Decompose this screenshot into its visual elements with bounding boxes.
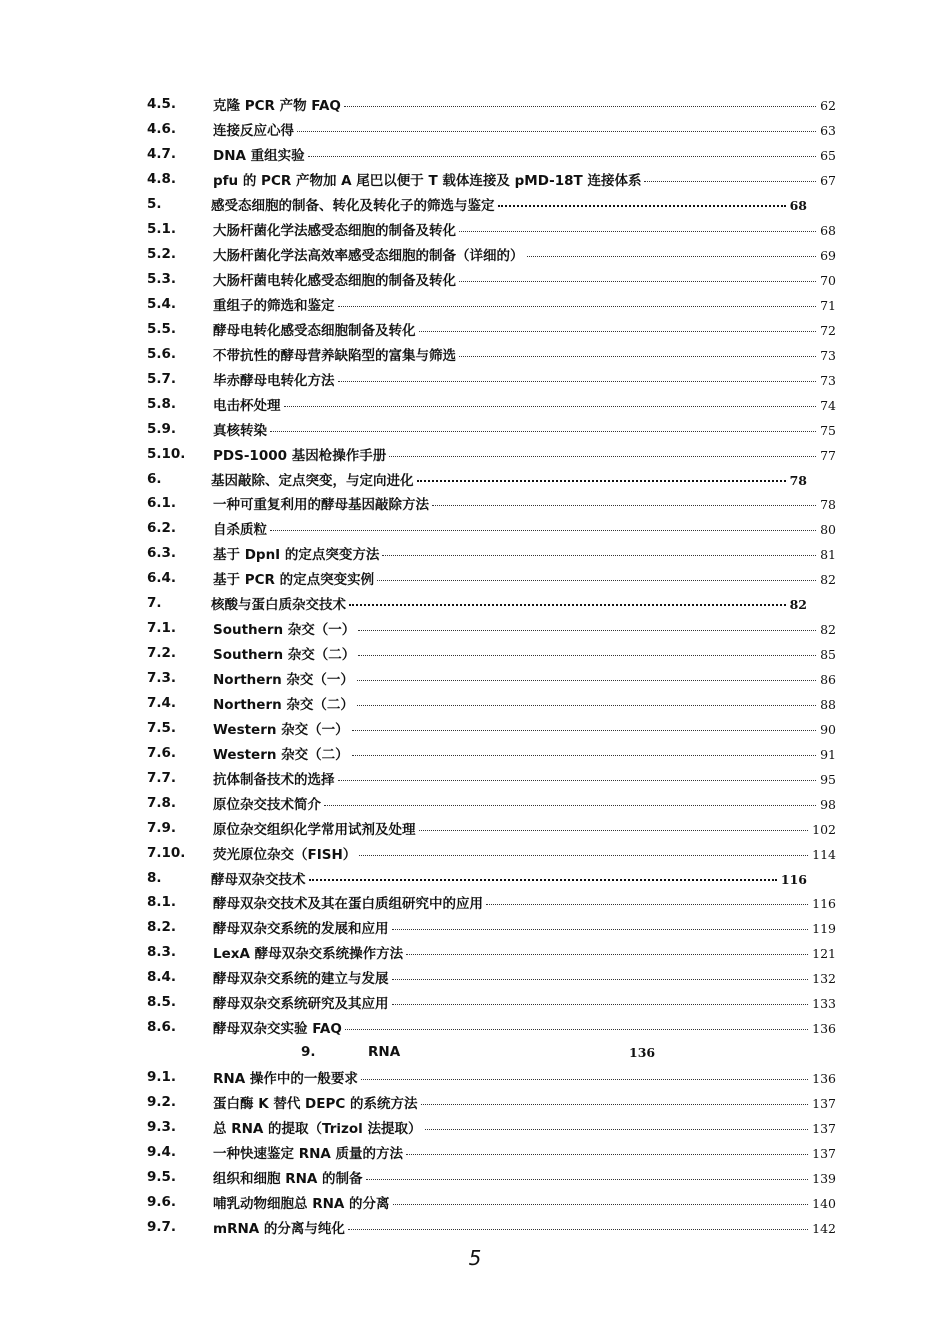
toc-page: 137 [812,1120,836,1136]
toc-title: 毕赤酵母电转化方法 [213,372,335,389]
dot-leader [344,106,816,107]
toc-title: 抗体制备技术的选择 [213,771,335,788]
toc-title: 基于 DpnI 的定点突变方法 [213,547,380,564]
toc-chapter-row[interactable] [0,865,950,890]
toc-title: Northern 杂交（一） [213,672,354,689]
toc-number: 5.2. [147,246,177,263]
toc-page: 95 [820,771,836,787]
toc-number: 8. [147,869,162,886]
toc-page: 88 [820,696,836,712]
toc-entry [213,344,836,364]
dot-leader [419,830,809,831]
toc-title: pfu 的 PCR 产物加 A 尾巴以便于 T 载体连接及 pMD-18T 连接体系 [213,173,642,190]
toc-page: 114 [812,846,836,862]
dot-leader [425,1129,809,1130]
toc-page: 91 [820,746,836,762]
toc-page: 62 [820,98,836,114]
toc-page: 68 [789,198,807,214]
toc-row[interactable] [0,416,950,441]
toc-title: 组织和细胞 RNA 的制备 [213,1170,363,1187]
toc-title: 基于 PCR 的定点突变实例 [213,572,375,589]
toc-number: 9. [301,1044,316,1061]
dot-leader [459,356,816,357]
toc-row[interactable] [0,666,950,691]
toc-entry [213,543,836,563]
toc-row[interactable] [0,965,950,990]
toc-page: 86 [820,672,836,688]
toc-chapter-row[interactable] [0,192,950,217]
toc-entry [213,743,836,763]
toc-row[interactable] [0,566,950,591]
toc-number: 7.9. [147,819,177,836]
toc-entry [213,843,836,863]
toc-page: 77 [820,447,836,463]
toc-page: 98 [820,796,836,812]
toc-entry [213,144,836,164]
dot-leader [308,156,816,157]
toc-number: 6.2. [147,520,177,537]
toc-entry [213,493,836,513]
dot-leader [421,1104,809,1105]
toc-row[interactable] [0,890,950,915]
toc-page: 121 [812,946,836,962]
dot-leader [358,630,816,631]
dot-leader [406,1154,808,1155]
toc-row[interactable] [0,840,950,865]
toc-number: 5.1. [147,221,177,238]
toc-entry [213,169,836,189]
toc-title: 荧光原位杂交（FISH） [213,846,357,863]
toc-entry [213,119,836,139]
toc-page: 74 [820,397,836,413]
toc-title: RNA 操作中的一般要求 [213,1071,358,1088]
dot-leader [352,730,816,731]
toc-title: 酵母双杂交技术 [211,871,306,888]
toc-number: 6. [147,470,162,487]
toc-entry [213,718,836,738]
toc-title: 真核转染 [213,422,267,439]
toc-number: 7.3. [147,670,177,687]
toc-number: 5.6. [147,345,177,362]
toc-number: 5.5. [147,320,177,337]
toc-entry [213,319,836,339]
toc-title: RNA [368,1044,401,1061]
toc-number: 6.1. [147,495,177,512]
toc-number: 8.3. [147,944,177,961]
toc-entry [213,693,836,713]
toc-row[interactable] [0,441,950,466]
toc-row[interactable] [0,1090,950,1115]
dot-leader [498,205,786,207]
toc-entry [213,942,836,962]
toc-page: 80 [820,522,836,538]
toc-entry [213,967,836,987]
toc-row[interactable] [0,1139,950,1164]
toc-page: 81 [820,547,836,563]
toc-number: 7.1. [147,620,177,637]
toc-entry [213,394,836,414]
toc-title: 大肠杆菌化学法感受态细胞的制备及转化 [213,223,456,240]
toc-row[interactable] [0,1114,950,1139]
toc-entry [211,194,807,214]
dot-leader [348,1229,808,1230]
toc-row[interactable] [0,316,950,341]
toc-row[interactable] [0,292,950,317]
dot-leader [459,281,816,282]
dot-leader [486,904,808,905]
toc-row[interactable] [0,541,950,566]
toc-row[interactable] [0,740,950,765]
toc-page: 67 [820,173,836,189]
toc-number: 9.1. [147,1069,177,1086]
toc-entry [213,1117,836,1137]
toc-title: 基因敲除、定点突变，与定向进化 [211,472,414,489]
dot-leader [392,929,809,930]
toc-row[interactable] [0,1164,950,1189]
toc-number: 9.4. [147,1143,177,1160]
toc-entry [213,568,836,588]
toc-title: 原位杂交组织化学常用试剂及处理 [213,821,416,838]
toc-row[interactable] [0,715,950,740]
dot-leader [393,1204,809,1205]
toc-row[interactable] [0,217,950,242]
toc-title: Southern 杂交（一） [213,622,356,639]
toc-page: 78 [820,497,836,513]
toc-row[interactable] [0,142,950,167]
toc-title: Western 杂交（二） [213,746,349,763]
toc-page: 72 [820,322,836,338]
toc-page: 136 [629,1044,656,1060]
toc-number: 9.2. [147,1093,177,1110]
toc-title: Western 杂交（一） [213,721,349,738]
toc-row[interactable] [0,915,950,940]
dot-leader [382,555,816,556]
dot-leader [392,1004,809,1005]
toc-title: 大肠杆菌电转化感受态细胞的制备及转化 [213,273,456,290]
toc-row[interactable] [0,242,950,267]
toc-number: 4.6. [147,121,177,138]
toc-title: DNA 重组实验 [213,148,305,165]
dot-leader [377,580,816,581]
dot-leader [338,780,817,781]
toc-entry [213,892,836,912]
toc-number: 9.3. [147,1118,177,1135]
toc-number: 7.8. [147,794,177,811]
dot-leader [419,331,817,332]
toc-title: 蛋白酶 K 替代 DEPC 的系统方法 [213,1095,418,1112]
dot-leader [366,1179,809,1180]
toc-number: 9.5. [147,1168,177,1185]
toc-row[interactable] [0,1065,950,1090]
toc-row[interactable] [0,940,950,965]
toc-number: 4.7. [147,146,177,163]
toc-row[interactable] [0,765,950,790]
toc-number: 6.3. [147,545,177,562]
toc-number: 8.5. [147,994,177,1011]
dot-leader [270,431,816,432]
toc-row[interactable] [0,691,950,716]
dot-leader [309,879,777,881]
dot-leader [358,655,816,656]
toc-page: 142 [812,1220,836,1236]
toc-title: 哺乳动物细胞总 RNA 的分离 [213,1195,390,1212]
dot-leader [527,256,817,257]
toc-number: 8.2. [147,919,177,936]
toc-number: 5.10. [147,445,186,462]
toc-title: 感受态细胞的制备、转化及转化子的筛选与鉴定 [211,198,495,215]
toc-number: 8.6. [147,1019,177,1036]
toc-title: 总 RNA 的提取（Trizol 法提取） [213,1120,422,1137]
toc-entry [213,643,836,663]
toc-page: 73 [820,372,836,388]
toc-title: Southern 杂交（二） [213,647,356,664]
toc-page: 82 [789,597,807,613]
toc-entry [213,419,836,439]
toc-page: 137 [812,1095,836,1111]
toc-entry [213,1167,836,1187]
dot-leader [406,954,808,955]
toc-page: 78 [789,472,807,488]
toc-chapter-row[interactable] [0,1040,950,1065]
toc-number: 8.1. [147,894,177,911]
toc-title: 大肠杆菌化学法高效率感受态细胞的制备（详细的） [213,248,524,265]
toc-title: 酵母电转化感受态细胞制备及转化 [213,322,416,339]
toc-page: 102 [812,821,836,837]
dot-leader [338,306,817,307]
dot-leader [338,381,817,382]
toc-entry [213,1092,836,1112]
toc-row[interactable] [0,92,950,117]
dot-leader [349,604,786,606]
toc-page: 140 [812,1195,836,1211]
toc-entry [211,593,807,613]
toc-number: 5.4. [147,295,177,312]
toc-page: 85 [820,647,836,663]
toc-row[interactable] [0,167,950,192]
toc-row[interactable] [0,815,950,840]
toc-page: 136 [812,1021,836,1037]
toc-page: 68 [820,223,836,239]
toc-row[interactable] [0,1015,950,1040]
dot-leader [432,505,816,506]
toc-entry [211,868,807,888]
toc-title: 一种快速鉴定 RNA 质量的方法 [213,1145,404,1162]
toc-title: 酵母双杂交系统的发展和应用 [213,921,389,938]
toc-number: 9.7. [147,1218,177,1235]
toc-title: mRNA 的分离与纯化 [213,1220,345,1237]
dot-leader [270,530,816,531]
dot-leader [297,131,816,132]
toc-row[interactable] [0,341,950,366]
toc-entry [213,768,836,788]
toc-title: 自杀质粒 [213,522,267,539]
toc-page: 75 [820,422,836,438]
toc-title: 酵母双杂交实验 FAQ [213,1021,342,1038]
toc-number: 8.4. [147,969,177,986]
toc-row[interactable] [0,516,950,541]
toc-row[interactable] [0,790,950,815]
toc-row[interactable] [0,491,950,516]
dot-leader [459,231,816,232]
toc-title: 原位杂交技术简介 [213,796,321,813]
dot-leader [357,680,816,681]
toc-title: 电击杯处理 [213,397,281,414]
toc-entry [213,294,836,314]
toc-page: 63 [820,123,836,139]
toc-number: 9.6. [147,1193,177,1210]
toc-number: 6.4. [147,570,177,587]
toc-page: 82 [820,572,836,588]
toc-page: 71 [820,297,836,313]
dot-leader [389,456,816,457]
toc-title: 酵母双杂交系统研究及其应用 [213,996,389,1013]
toc-title: PDS-1000 基因枪操作手册 [213,447,387,464]
toc-page: 116 [812,896,836,912]
toc-number: 7.7. [147,769,177,786]
toc-title: 核酸与蛋白质杂交技术 [211,597,346,614]
toc-row[interactable] [0,990,950,1015]
toc-number: 4.5. [147,96,177,113]
toc-entry [213,1067,836,1087]
toc-entry [213,269,836,289]
toc-page: 136 [812,1071,836,1087]
toc-page: 139 [812,1170,836,1186]
toc-entry [213,518,836,538]
toc-row[interactable] [0,267,950,292]
toc-chapter-row[interactable] [0,591,950,616]
toc-entry [213,992,836,1012]
toc-page: 133 [812,996,836,1012]
dot-leader [357,705,816,706]
dot-leader [417,480,786,482]
toc-page: 90 [820,721,836,737]
dot-leader [359,855,808,856]
toc-row[interactable] [0,641,950,666]
dot-leader [345,1029,808,1030]
dot-leader [644,181,816,182]
toc-entry [213,369,836,389]
toc-number: 7.5. [147,719,177,736]
toc-entry [213,444,836,464]
dot-leader [392,979,809,980]
toc-row[interactable] [0,616,950,641]
toc-title: 一种可重复利用的酵母基因敲除方法 [213,497,429,514]
toc-entry [213,1017,836,1037]
toc-entry [213,1192,836,1212]
toc-entry [213,818,836,838]
toc-row[interactable] [0,1189,950,1214]
page-number: 5 [468,1246,482,1270]
toc-page: 132 [812,971,836,987]
toc-chapter-row[interactable] [0,466,950,491]
toc-number: 5.9. [147,420,177,437]
toc-entry [213,244,836,264]
toc-row[interactable] [0,1214,950,1239]
toc-page: 70 [820,273,836,289]
toc-number: 7. [147,595,162,612]
toc-page: 119 [812,921,836,937]
toc-number: 5.7. [147,370,177,387]
toc-entry [211,469,807,489]
toc-page: 69 [820,248,836,264]
toc-row[interactable] [0,117,950,142]
toc-entry [213,1217,836,1237]
toc-entry [213,94,836,114]
toc-number: 7.2. [147,645,177,662]
toc-title: 酵母双杂交技术及其在蛋白质组研究中的应用 [213,896,483,913]
toc-page: 116 [780,871,807,887]
toc-page: 73 [820,347,836,363]
toc-number: 7.6. [147,744,177,761]
dot-leader [284,406,817,407]
dot-leader [324,805,816,806]
toc-entry [213,1142,836,1162]
toc-number: 4.8. [147,171,177,188]
toc-title: 重组子的筛选和鉴定 [213,297,335,314]
toc-number: 5.3. [147,271,177,288]
toc-title: 连接反应心得 [213,123,294,140]
toc-number: 5.8. [147,395,177,412]
toc-title: 酵母双杂交系统的建立与发展 [213,971,389,988]
dot-leader [361,1079,808,1080]
toc-row[interactable] [0,391,950,416]
toc-number: 7.10. [147,844,186,861]
toc-entry [213,793,836,813]
toc-title: 克隆 PCR 产物 FAQ [213,98,341,115]
toc-page: 82 [820,622,836,638]
toc-row[interactable] [0,366,950,391]
toc-number: 7.4. [147,694,177,711]
toc-page: 65 [820,148,836,164]
toc-entry [213,219,836,239]
toc-page: 137 [812,1145,836,1161]
table-of-contents [0,92,950,1239]
toc-title: LexA 酵母双杂交系统操作方法 [213,946,404,963]
toc-entry [213,917,836,937]
toc-title: 不带抗性的酵母营养缺陷型的富集与筛选 [213,347,456,364]
toc-title: Northern 杂交（二） [213,696,354,713]
toc-entry [213,668,836,688]
toc-number: 5. [147,196,162,213]
toc-entry [213,618,836,638]
dot-leader [352,755,816,756]
